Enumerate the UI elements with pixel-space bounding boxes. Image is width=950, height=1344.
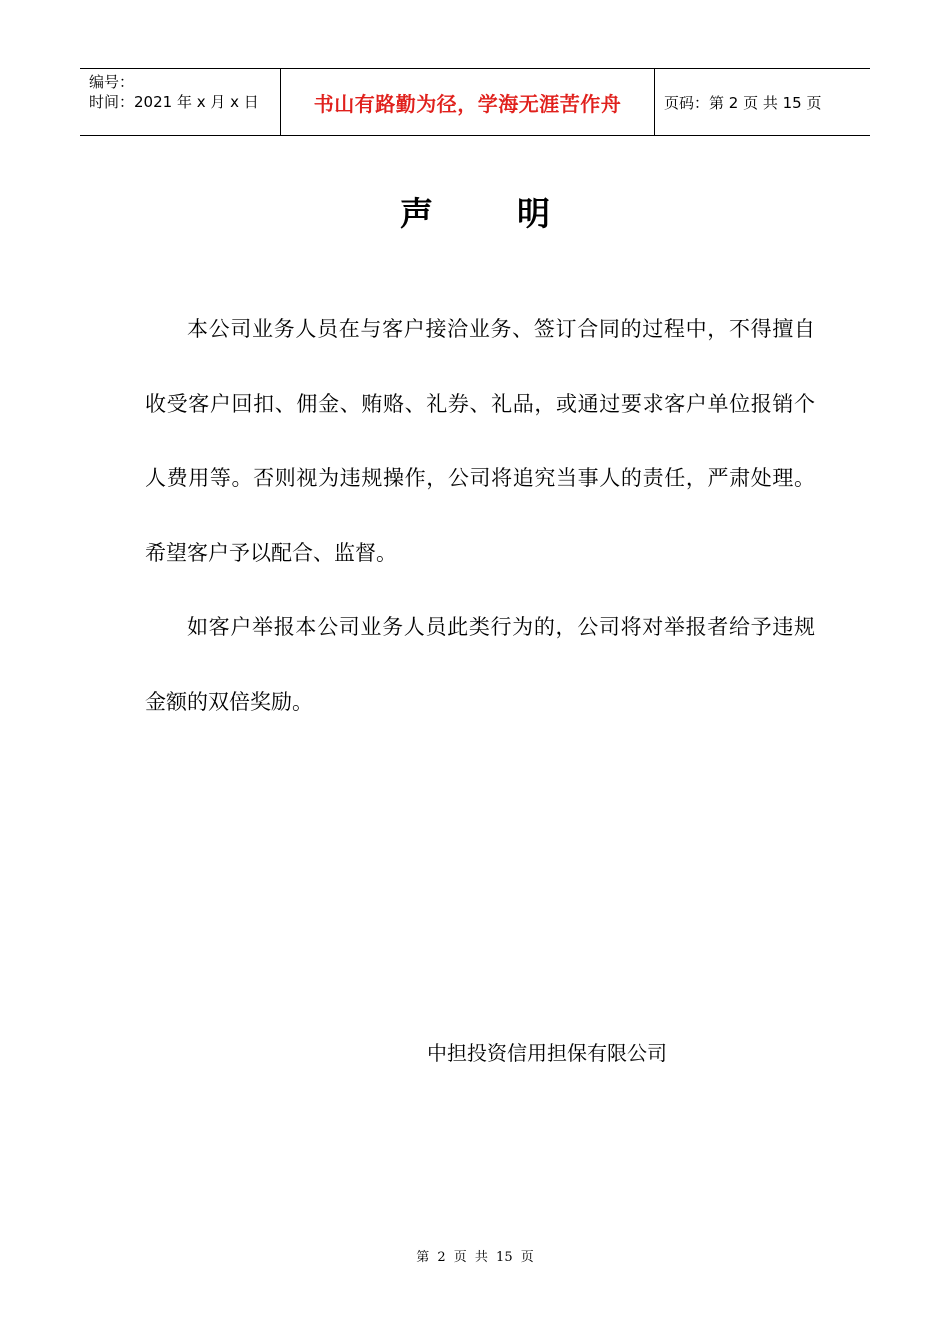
page-footer: 第 2 页 共 15 页: [416, 1250, 534, 1265]
page-title: [0, 188, 950, 235]
header-page-cell: [655, 69, 870, 135]
header-meta-cell: [80, 69, 281, 135]
body-paragraph: 如客户举报本公司业务人员此类行为的，公司将对举报者给予违规金额的双倍奖励。: [145, 615, 815, 714]
body-paragraph: 本公司业务人员在与客户接洽业务、签订合同的过程中，不得擅自收受客户回扣、佣金、贿赂、礼券、礼品，或通过要求客户单位报销个人费用等。否则视为违规操作，公司将追究当事人的责任，严肃处理。希望客户予以配合、监督。: [145, 317, 815, 565]
header-motto: 书山有路勤为径，学海无涯苦作舟: [313, 91, 622, 116]
document-date: 时间：2021 年 x 月 x 日: [89, 93, 259, 111]
title-char-1: 声: [400, 194, 433, 233]
header-motto-cell: [281, 69, 655, 135]
title-char-2: 明: [517, 194, 550, 233]
declaration-body: [145, 292, 815, 739]
document-number-label: 编号：: [89, 73, 135, 91]
document-header: [80, 68, 870, 136]
company-signature: 中担投资信用担保有限公司: [427, 1041, 667, 1065]
header-page-info: 页码：第 2 页 共 15 页: [664, 93, 822, 112]
